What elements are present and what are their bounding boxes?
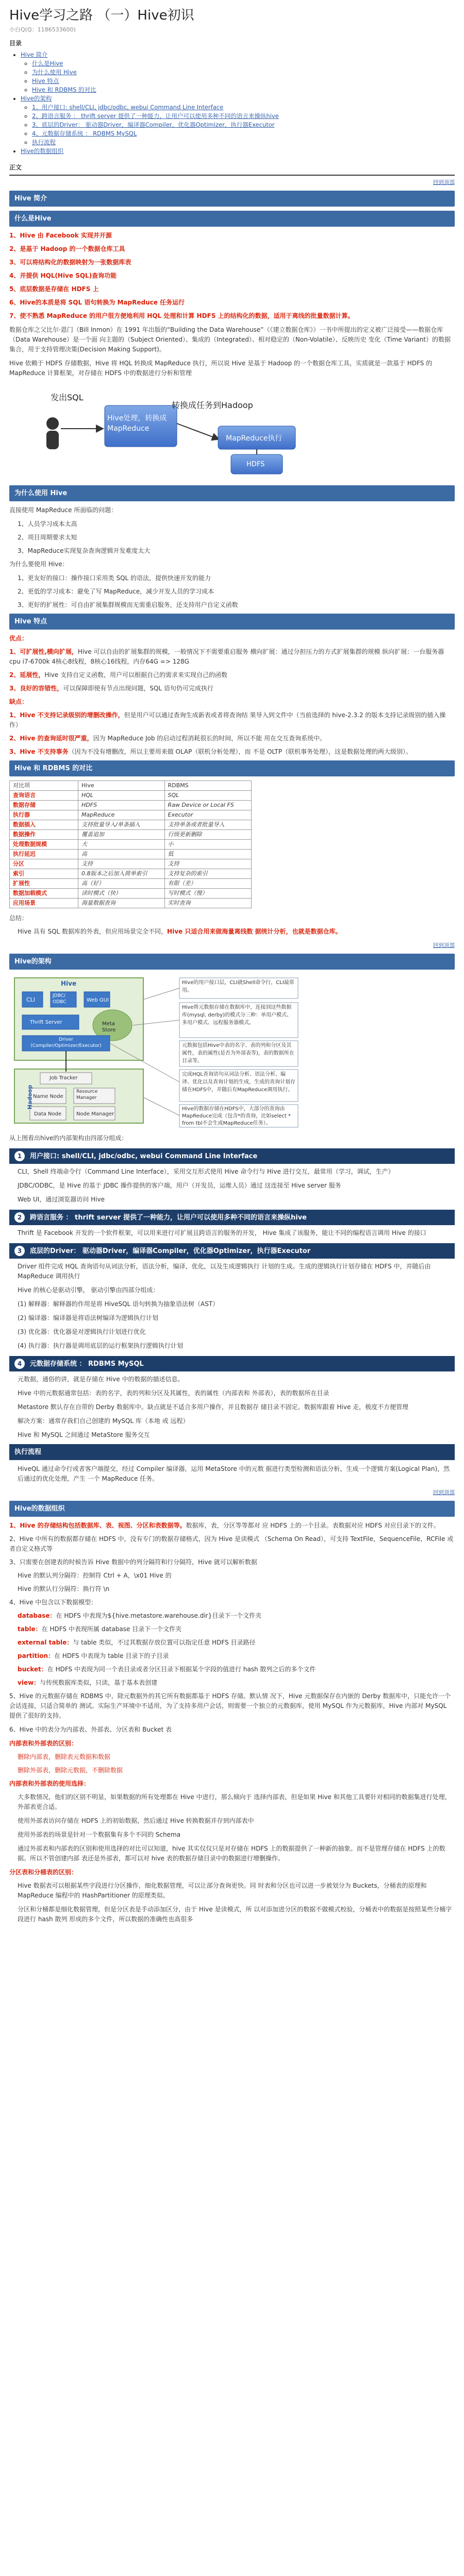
- part-title: 元数据存储系统 ： RDBMS MySQL: [30, 1360, 144, 1368]
- advantage-item: [9, 670, 455, 680]
- model-name: bucket：: [18, 1666, 47, 1673]
- why-lead2: 为什么要使用 Hive：: [9, 561, 69, 568]
- model-item: [18, 1611, 455, 1621]
- part-para: (3) 优化器：优化器是对逻辑执行计划进行优化: [18, 1328, 146, 1335]
- back-to-top-link[interactable]: 回到顶部: [433, 179, 455, 185]
- arch-note-3: 元数据包括Hive中表的名字、表的列和分区及其属性，表的属性(是否为外部表等)，表的数据所在目录等。: [182, 1043, 294, 1064]
- arch-label-nodemanager: Node Manager: [76, 1111, 114, 1117]
- reason-item: 2、更低的学习成本：避免了写 MapReduce，减少开发人员的学习成本: [18, 588, 214, 595]
- choose-label: 内部表和外部表的使用选择：: [9, 1780, 90, 1787]
- toc-link-compare[interactable]: Hive 和 RDBMS 的对比: [32, 86, 96, 93]
- model-name: external table：: [18, 1639, 73, 1646]
- table-cell: HDFS: [78, 801, 165, 810]
- arch-note-1: Hive的用户接口层，CLI就Shell命令行，CLI最常用。: [182, 980, 294, 993]
- arch-label-webui: Web GUI: [87, 997, 109, 1003]
- what-points: [9, 231, 455, 321]
- arch-label-rm: Resource Manager: [76, 1089, 98, 1100]
- hive-flow-svg: [40, 382, 329, 480]
- arch-part-header-4: [9, 1356, 455, 1371]
- table-of-contents: [9, 39, 455, 156]
- part-number: 2: [14, 1212, 25, 1223]
- part-para: 解决方案：通常存我们自己创建的 MySQL 库（本地 或 远程）: [18, 1417, 189, 1425]
- table-cell: 覆盖追加: [78, 830, 165, 840]
- what-point: 7、使不熟悉 MapReduce 的用户很方便地利用 HQL 处理和计算 HDFS 上的结构化的数据，适用于离线的批量数据计算。: [9, 312, 354, 319]
- label-mr-exec: MapReduce执行: [226, 434, 283, 443]
- arch-label-datanode: Data Node: [34, 1111, 62, 1117]
- table-header-cell: 对比项: [10, 781, 78, 791]
- why-lead: 直接使用 MapReduce 所面临的问题：: [9, 506, 118, 514]
- part-para: Driver 组件完成 HQL 查询语句从词法分析，语法分析，编译，优化，以及生成逻辑执行 计划的生成。生成的逻辑执行计划存储在 HDFS 中，并随后由 MapReduce 调用执行: [18, 1263, 431, 1280]
- table-row: [10, 850, 252, 859]
- model-text: 在 HDFS 中表现为同一个表目录或者分区目录下根据某个字段的值进行 hash 散列之后的多个文件: [47, 1666, 316, 1673]
- arch-label-thrift: Thrift Server: [30, 1020, 62, 1025]
- reason-item: 3、更好的扩展性：可自由扩展集群规模而无需重启服务，还支持用户自定义函数: [18, 601, 238, 608]
- summary-label: 总结：: [9, 914, 28, 922]
- org-strong: 3、: [9, 1558, 20, 1566]
- bucket-item: 分区和分桶都是细化数据管理，但是分区表是手动添加区分，由于 Hive 是读模式，所 以对添加进分区的数据不做模式校验，分桶表中的数据是按照某些分桶字段进行 hash 散列 形成的多个文件，所以数据的准确性也高很多: [18, 1906, 452, 1923]
- dis-strong: 1、Hive 不支持记录级别的增删改操作，: [9, 711, 124, 719]
- dis-strong: 2、Hive 的查询延时很严重，: [9, 735, 93, 742]
- summary-plain: Hive 具有 SQL 数据库的外表，但应用场景完全不同，: [18, 928, 168, 935]
- org-item: [9, 1557, 455, 1567]
- part-para: Metastore 默认存在自带的 Derby 数据库中。缺点就是不适合多用户操作，并且数据存 储目录不固定。数据库跟着 Hive 走，极度不方便管理: [18, 1403, 409, 1411]
- org-text: Hive 中包含以下数据模型：: [19, 1599, 97, 1606]
- table-cell: 实时查询: [164, 899, 251, 908]
- table-cell: MapReduce: [78, 810, 165, 820]
- what-point: 2、是基于 Hadoop 的一个数据仓库工具: [9, 245, 125, 252]
- org-text: 只需要在创建表的时候告诉 Hive 数据中的列分隔符和行分隔符，Hive 就可以解析数据: [19, 1558, 257, 1566]
- label-hdfs: HDFS: [246, 461, 265, 468]
- arch-label-hadoop: Hadoop: [26, 1084, 34, 1110]
- part-para: JDBC/ODBC，是 Hive 的基于 JDBC 操作提供的客户端，用户（开发员，运维人员）通过 这连接至 Hive server 服务: [18, 1182, 341, 1189]
- table-cell: Raw Device or Local FS: [164, 801, 251, 810]
- model-text: 在 HDFS 中表现为 table 目录下的子目录: [54, 1652, 169, 1659]
- part-number: 1: [14, 1151, 25, 1161]
- org-item: [9, 1598, 455, 1607]
- org-item: [9, 1534, 455, 1554]
- table-cell: Executor: [164, 810, 251, 820]
- model-name: view：: [18, 1679, 40, 1686]
- section-header-intro: Hive 简介: [9, 191, 455, 207]
- arch-label-driver: Driver (Compiler/Optimizer/Executor): [30, 1037, 102, 1048]
- table-cell: 低: [164, 850, 251, 859]
- table-row: [10, 859, 252, 869]
- table-cell: 大: [78, 840, 165, 850]
- model-item: [18, 1665, 455, 1674]
- advantages-label: 优点：: [9, 635, 28, 642]
- org-item: Hive 的默认行分隔符：换行符 \n: [18, 1585, 110, 1592]
- table-cell: 应用场景: [10, 899, 78, 908]
- problem-item: 2、项目周期要求太短: [18, 534, 77, 541]
- problem-item: 1、人员学习成本太高: [18, 520, 77, 528]
- arch-label-jdbc: JDBC/ ODBC: [53, 993, 67, 1005]
- user-head-icon: [46, 417, 59, 430]
- table-row: [10, 889, 252, 899]
- model-name: partition：: [18, 1652, 55, 1659]
- advantage-item: [9, 647, 455, 667]
- table-cell: 执行器: [10, 810, 78, 820]
- what-point: 5、底层数据是存储在 HDFS 上: [9, 285, 99, 293]
- arch-caption: 从上图看出hive的内部架构由四部分组成：: [9, 1134, 128, 1142]
- disadvantages-label: 缺点：: [9, 698, 28, 705]
- table-row: [10, 869, 252, 879]
- org-item: [9, 1521, 455, 1531]
- label-send-sql: 发出SQL: [51, 393, 84, 402]
- model-text: 在 HDFS 中表现为${hive.metastore.warehouse.dir}目录下一个文件夹: [56, 1612, 262, 1619]
- arch-label-cli: CLI: [26, 996, 36, 1003]
- model-text: 与传统数据库类似，只读，基于基本表创建: [40, 1679, 158, 1686]
- model-text: 在 HDFS 中表现所属 database 目录下一个文件夹: [41, 1625, 182, 1633]
- arch-note-4: 完成HQL查询语句从词法分析、语法分析、编译、优化以及查询计划的生成，生成的查询计划存储在HDFS中，并随后有MapReduce调用执行。: [182, 1072, 295, 1093]
- diff-item: 删除外部表，删除元数据，不删除数据: [18, 1767, 123, 1774]
- model-item: [18, 1624, 455, 1634]
- what-point: 1、Hive 由 Facebook 实现并开源: [9, 232, 112, 239]
- table-row: [10, 820, 252, 830]
- disadvantage-item: [9, 710, 455, 730]
- part-para: 元数据，通俗的讲，就是存储在 Hive 中的数据的描述信息。: [18, 1376, 184, 1383]
- reason-item: 1、更友好的接口：操作接口采用类 SQL 的语法，提供快速开发的能力: [18, 574, 211, 582]
- table-cell: 数据加载模式: [10, 889, 78, 899]
- toc-link-arch-3[interactable]: 3、底层的Driver： 驱动器Driver，编译器Compiler，优化器Optimizer，执行器Executor: [32, 121, 275, 128]
- bucket-label: 分区表和分桶表的区别：: [9, 1869, 78, 1876]
- model-item: [18, 1678, 455, 1688]
- choose-item: 通过外部表和内部表的区别和使用选择的对比可以知道，hive 其实仅仅只是对存储在 HDFS 上的数据提供了一种新的抽象。而不是管理存储在 HDFS 上的数据。所以不管创建内部 表还是外部表，都可以对 hive 表的数据存储目录中的数据进行增删操作。: [18, 1845, 445, 1862]
- part-title: 跨语言服务 ： thrift server 提供了一种能力，让用户可以使用多种不同的语言来操纵hive: [30, 1213, 307, 1222]
- bucket-item: Hive 数据表可以根据某些字段进行分区操作，细化数据管理，可以让部分查询更快。同 时表和分区也可以进一步被划分为 Buckets，分桶表的原理和 MapReduce 编程中的 HashPartitioner 的原理类似。: [18, 1882, 427, 1899]
- arch-label-namenode: Name Node: [33, 1094, 63, 1099]
- part-title: 用户接口: shell/CLI, jdbc/odbc, webui Command Line Interface: [30, 1152, 258, 1160]
- org-strong: 4、: [9, 1599, 20, 1606]
- org-strong: 1、Hive 的存储结构包括数据库、表、视图、分区和表数据等。: [9, 1522, 186, 1529]
- table-cell: 执行延迟: [10, 850, 78, 859]
- section-header-org: Hive的数据组织: [9, 1501, 455, 1517]
- toc-link-flow[interactable]: 执行流程: [32, 139, 56, 146]
- arch-part-header-2: [9, 1210, 455, 1225]
- arch-note-5: Hive的数据存储在HDFS中，大部分的查询由MapReduce完成（包含*的查询，比如select * from tbl不会生成MapReduce任务）。: [182, 1106, 291, 1126]
- table-cell: 读时模式（快）: [78, 889, 165, 899]
- part-number: 4: [14, 1359, 25, 1369]
- model-name: database：: [18, 1612, 56, 1619]
- adv-strong: 2、延展性，: [9, 671, 45, 679]
- model-name: table：: [18, 1625, 42, 1633]
- table-cell: 支持单条或者批量导入: [164, 820, 251, 830]
- part-para: (2) 编译器：编译器是将语法树编译为逻辑执行计划: [18, 1314, 158, 1321]
- back-to-top-link[interactable]: 回到顶部: [433, 942, 455, 948]
- toc-link-arch[interactable]: Hive的架构: [21, 95, 52, 102]
- table-cell: 处理数据规模: [10, 840, 78, 850]
- subsection-header-features: Hive 特点: [9, 614, 455, 630]
- what-point: 6、Hive的本质是将 SQL 语句转换为 MapReduce 任务运行: [9, 299, 185, 306]
- para-inmon: 数据仓库之父比尔·恩门（Bill Inmon）在 1991 年出版的“Building the Data Warehouse”（《建立数据仓库》）一书中所提出的定义被广泛接受——数据仓库（Data Warehouse）是一个面 向主题的（Subject Oriented）、集成的（Integrated）、相对稳定的（Non-Volatile）、反映历史 变化（Time Variant）的数据集合，用于支持管理决策(Decision Making Support)。: [9, 326, 451, 353]
- arch-part-header-1: [9, 1148, 455, 1164]
- toc-link-arch-2[interactable]: 2、跨语言服务 ： thrift server 提供了一种能力，让用户可以使用多种不同的语言来操纵hive: [32, 112, 279, 120]
- label-hive-process: Hive处理，转换成MapReduce: [107, 414, 167, 433]
- diff-label: 内部表和外部表的区别：: [9, 1740, 78, 1747]
- subsection-header-why: 为什么使用 Hive: [9, 485, 455, 501]
- table-row: [10, 791, 252, 801]
- para-hdfs: Hive 依赖于 HDFS 存储数据，Hive 将 HQL 转换成 MapReduce 执行，所以说 Hive 是基于 Hadoop 的一个数据仓库工具，实质就是一款基于 HDFS 的 MapReduce 计算框架，对存储在 HDFS 中的数据进行分析和管理: [9, 360, 433, 377]
- arch-part-header-3: [9, 1243, 455, 1259]
- toc-link-why[interactable]: 为什么使用 Hive: [32, 69, 77, 76]
- table-cell: 有限（差）: [164, 879, 251, 889]
- choose-item: 使用外部表的场景是针对一个数据集有多个不同的 Schema: [18, 1831, 181, 1838]
- model-item: [18, 1651, 455, 1661]
- user-body-icon: [46, 431, 59, 449]
- table-row: [10, 810, 252, 820]
- arch-label-jobtracker: Job Tracker: [49, 1075, 78, 1081]
- table-header-cell: RDBMS: [164, 781, 251, 791]
- page-title: Hive学习之路 （一）Hive初识: [9, 8, 194, 23]
- part-title: 底层的Driver： 驱动器Driver，编译器Compiler，优化器Optimizer，执行器Executor: [30, 1247, 311, 1255]
- table-header-row: [10, 781, 252, 791]
- summary-red: Hive 只适合用来做海量离线数 据统计分析，也就是数据仓库。: [167, 928, 342, 935]
- table-cell: 行级更新删除: [164, 830, 251, 840]
- table-cell: 0.8版本之后加入简单索引: [78, 869, 165, 879]
- table-cell: 高: [78, 850, 165, 859]
- table-cell: 数据插入: [10, 820, 78, 830]
- table-cell: 扩展性: [10, 879, 78, 889]
- what-point: 4、并提供 HQL(Hive SQL)查询功能: [9, 272, 117, 279]
- adv-strong: 3、良好的容错性，: [9, 685, 63, 692]
- org-text: 数据库，表，分区等等都对 应 HDFS 上的一个目录。表数据对应 HDFS 对应目录下的文件。: [186, 1522, 440, 1529]
- advantage-item: [9, 684, 455, 693]
- arch-note-2: Hive将元数据存储在数据库中，连接到这些数据库(mysql, derby)的模式分三种：单用户模式、多用户模式、远程服务器模式。: [182, 1005, 292, 1026]
- body-label: 正文: [9, 164, 22, 171]
- part-para: Hive 中的元数据通常包括：表的名字，表的列和分区及其属性，表的属性（内部表和 外部表），表的数据所在目录: [18, 1389, 329, 1397]
- diff-item: 删除内部表，删除表元数据和数据: [18, 1753, 111, 1760]
- dis-text: （因为不没有增删改，所以主要用来做 OLAP（联机分析处理），而 不是 OLTP（联机事务处理），这是数据处理的两大级别）。: [68, 748, 412, 755]
- compare-table: [9, 781, 252, 908]
- choose-item: 大多数情况，他们的区别不明显，如果数据的所有处理都在 Hive 中进行，那么倾向于 选择内部表，但是如果 Hive 和其他工具要针对相同的数据集进行处理，外部表更合适。: [18, 1793, 451, 1810]
- table-cell: SQL: [164, 791, 251, 801]
- model-text: 与 table 类似，不过其数据存放位置可以指定任意 HDFS 目录路径: [73, 1639, 256, 1646]
- toc-title: 目录: [9, 40, 22, 47]
- back-to-top-link[interactable]: 回到顶部: [433, 1489, 455, 1496]
- table-cell: 海量数据查询: [78, 899, 165, 908]
- disadvantage-item: [9, 734, 455, 743]
- arch-label-hive: Hive: [61, 980, 77, 987]
- table-cell: 高（好）: [78, 879, 165, 889]
- what-point: 3、可以将结构化的数据映射为一张数据库表: [9, 259, 131, 266]
- table-cell: 索引: [10, 869, 78, 879]
- adv-strong: 1、可扩展性,横向扩展，: [9, 648, 78, 655]
- dis-text: 因为 MapReduce Job 的启动过程消耗很长的时间，所以不能 用在交互查询系统中。: [93, 735, 326, 742]
- toc-link-intro[interactable]: Hive 简介: [21, 51, 48, 58]
- table-cell: 数据操作: [10, 830, 78, 840]
- table-row: [10, 830, 252, 840]
- table-cell: 查询语言: [10, 791, 78, 801]
- org-item: Hive 的默认列分隔符：控制符 Ctrl + A，\x01 Hive 的: [18, 1572, 172, 1579]
- table-cell: 小: [164, 840, 251, 850]
- toc-link-arch-4[interactable]: 4、元数据存储系统 ： RDBMS MySQL: [32, 130, 137, 137]
- table-row: [10, 840, 252, 850]
- subsection-header-compare: Hive 和 RDBMS 的对比: [9, 760, 455, 776]
- summary-text: [9, 927, 455, 937]
- flow-text: HiveQL 通过命令行或者客户端提交，经过 Compiler 编译器，运用 MetaStore 中的元数 据进行类型检测和语法分析，生成一个逻辑方案(Logical Plan)，然后通过的优化处理，产生 一个 MapReduce 任务。: [18, 1465, 450, 1482]
- hive-architecture-diagram: [9, 974, 422, 1128]
- dis-text: 但是用户可以通过查询生成新表或者将查询结 果导入到文件中（当前选择的 hive-2.3.2 的版本支持记录级别的插入操作）: [9, 711, 446, 728]
- part-para: (1) 解释器：解释器的作用是将 HiveSQL 语句转换为抽象语法树（AST）: [18, 1300, 219, 1308]
- table-cell: 支持: [164, 859, 251, 869]
- adv-text: 可以保障即使有节点出现问题，SQL 语句仍可完成执行: [63, 685, 213, 692]
- table-cell: HQL: [78, 791, 165, 801]
- part-para: Web UI，通过浏览器访问 Hive: [18, 1196, 105, 1203]
- table-cell: 写时模式（慢）: [164, 889, 251, 899]
- part-para: (4) 执行器：执行器是调用底层的运行框架执行逻辑执行计划: [18, 1342, 183, 1349]
- org-item5: 5、Hive 的元数据存储在 RDBMS 中，除元数据外的其它所有数据都基于 HDFS 存储。默认情 况下，Hive 元数据保存在内嵌的 Derby 数据库中，只能允许一个会话连接，只适合简单的 测试。实际生产环境中不适用，为了支持多用户会话，则需要一个独立的元数据库，使用 MySQL 作为元数据库，Hive 内部对 MySQL 提供了很好的支持。: [9, 1692, 451, 1719]
- table-row: [10, 801, 252, 810]
- part-para: Hive 和 MySQL 之间通过 MetaStore 服务交互: [18, 1431, 150, 1438]
- subsection-header-what: 什么是Hive: [9, 211, 455, 227]
- table-cell: 支持: [78, 859, 165, 869]
- part-para: Hive 的核心是驱动引擎， 驱动引擎由四部分组成：: [18, 1286, 159, 1294]
- table-header-cell: Hive: [78, 781, 165, 791]
- part-para: CLI，Shell 终端命令行（Command Line Interface），采用交互形式使用 Hive 命令行与 Hive 进行交互，最常用（学习，调试，生产）: [18, 1168, 394, 1175]
- disadvantage-item: [9, 747, 455, 757]
- choose-item: 使用外部表访问存储在 HDFS 上的初始数据，然后通过 Hive 转换数据并存到内部表中: [18, 1817, 254, 1824]
- part-number: 3: [14, 1246, 25, 1256]
- part-para: Thrift 是 Facebook 开发的一个软件框架，可以用来进行可扩展且跨语言的服务的开发， Hive 集成了该服务，能让不同的编程语言调用 Hive 的接口: [18, 1229, 426, 1236]
- section-header-arch: Hive的架构: [9, 954, 455, 970]
- toc-link-what[interactable]: 什么是Hive: [32, 60, 63, 67]
- org-text: Hive 中所有的数据都存储在 HDFS 中，没有专门的数据存储格式，因为 Hive 是读模式 （Schema On Read），可支持 TextFile，SequenceFile，RCFile 或者自定义格式等: [9, 1535, 454, 1552]
- author-meta: 小白Q(Q：1186533600): [9, 26, 76, 33]
- adv-text: Hive 可以自由的扩展集群的规模，一般情况下不需要重启服务 横向扩展：通过分担压力的方式扩展集群的规模 纵向扩展：一台服务器cpu i7-6700k 4核心8线程，8核心16线程，内存64G => 128G: [9, 648, 444, 665]
- dis-strong: 3、Hive 不支持事务: [9, 748, 69, 755]
- org-strong: 2、: [9, 1535, 20, 1543]
- table-row: [10, 899, 252, 908]
- table-cell: 支持复杂的索引: [164, 869, 251, 879]
- toc-link-org[interactable]: Hive的数据组织: [21, 147, 64, 155]
- divider: [9, 175, 455, 176]
- adv-text: Hive 支持自定义函数，用户可以根据自己的需求来实现自己的函数: [44, 671, 228, 679]
- org-item6: 6、Hive 中的表分为内部表、外部表、分区表和 Bucket 表: [9, 1726, 172, 1733]
- model-item: [18, 1638, 455, 1648]
- table-cell: 数据存储: [10, 801, 78, 810]
- table-cell: 分区: [10, 859, 78, 869]
- problem-item: 3、MapReduce实现复杂查询逻辑开发难度太大: [18, 547, 151, 554]
- hive-flow-diagram: [40, 382, 329, 480]
- table-row: [10, 879, 252, 889]
- label-convert: 转换成任务到Hadoop: [172, 400, 253, 410]
- subsection-header-flow: 执行流程: [9, 1444, 455, 1460]
- arch-label-metastore: Meta Store: [102, 1021, 116, 1033]
- toc-link-arch-1[interactable]: 1、用户接口: shell/CLI, jdbc/odbc, webui Command Line Interface: [32, 104, 224, 111]
- table-cell: 支持批量导入/单条插入: [78, 820, 165, 830]
- toc-link-features[interactable]: Hive 特点: [32, 77, 59, 84]
